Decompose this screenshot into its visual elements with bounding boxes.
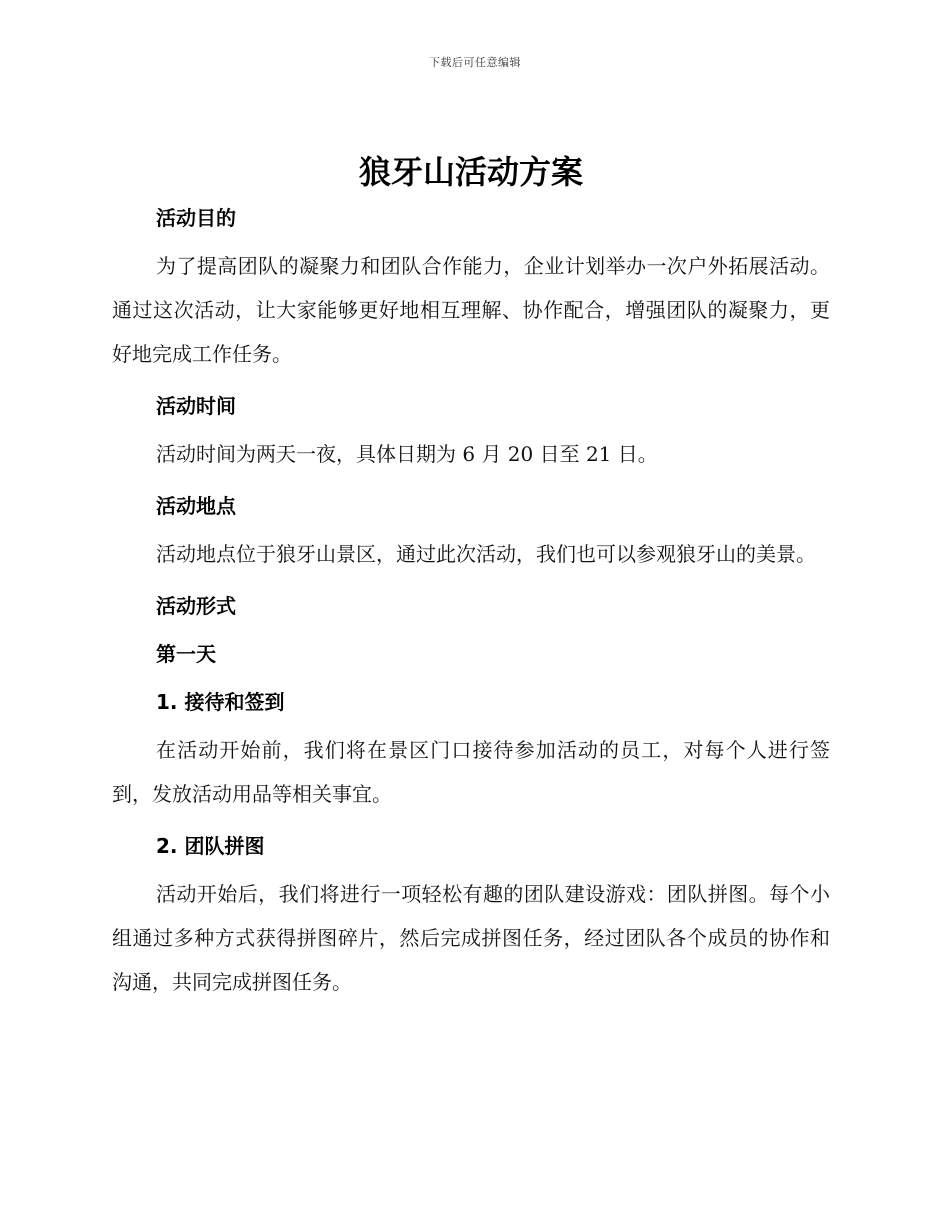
paragraph-checkin: 在活动开始前，我们将在景区门口接待参加活动的员工，对每个人进行签到，发放活动用品等相关事宜。 [112, 738, 830, 806]
paragraph-location: 活动地点位于狼牙山景区，通过此次活动，我们也可以参观狼牙山的美景。 [156, 542, 816, 566]
paragraph-puzzle: 活动开始后，我们将进行一项轻松有趣的团队建设游戏：团队拼图。每个小组通过多种方式获得拼图碎片，然后完成拼图任务，经过团队各个成员的协作和沟通，共同完成拼图任务。 [112, 882, 830, 994]
section-heading-location: 活动地点 [156, 494, 236, 518]
document-body [112, 150, 830, 1012]
document-title: 狼牙山活动方案 [358, 153, 583, 191]
section-heading-day1: 第一天 [156, 642, 216, 666]
section-heading-purpose: 活动目的 [156, 206, 236, 230]
section-heading-time: 活动时间 [156, 394, 236, 418]
paragraph-purpose: 为了提高团队的凝聚力和团队合作能力，企业计划举办一次户外拓展活动。通过这次活动，让大家能够更好地相互理解、协作配合，增强团队的凝聚力，更好地完成工作任务。 [112, 254, 830, 366]
item-heading-checkin: 1. 接待和签到 [156, 690, 285, 714]
item-heading-puzzle: 2. 团队拼图 [156, 834, 265, 858]
header-note: 下载后可任意编辑 [429, 56, 521, 69]
section-heading-form: 活动形式 [156, 594, 236, 618]
paragraph-time: 活动时间为两天一夜，具体日期为 6 月 20 日至 21 日。 [156, 442, 658, 466]
